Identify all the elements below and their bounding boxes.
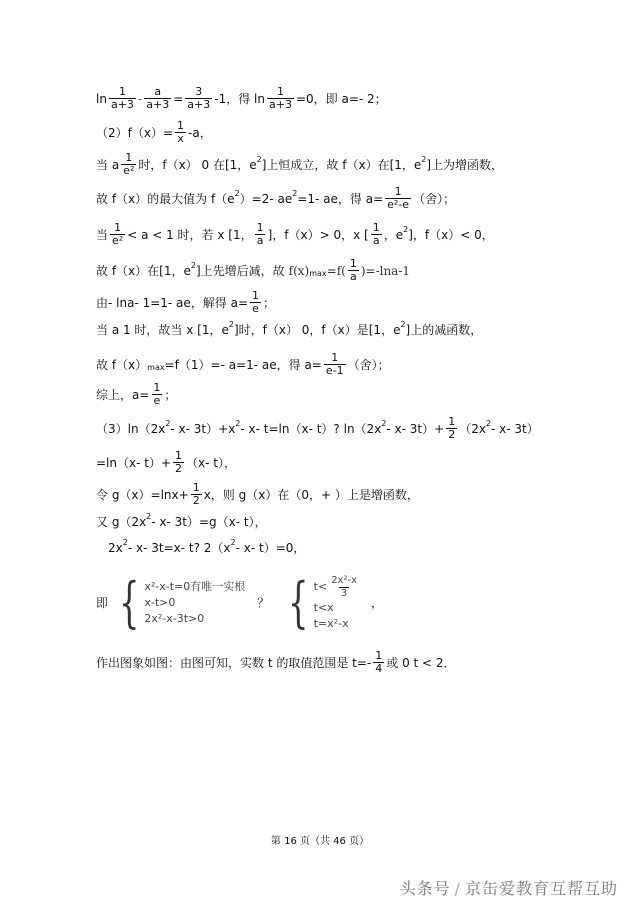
fraction: $\frac{1}{a}$ [349,257,357,283]
solution-line-10 [96,382,620,407]
text: =1- ae，得 a= [297,191,384,206]
text: ]，f（x）< 0， [408,227,494,242]
text: =f（1）=- a=1- ae，得 a= [164,357,322,372]
text: ln [96,91,107,106]
fraction: $\frac{1}{\text{e²-e}}$ [387,185,410,211]
solution-line-7 [96,290,620,315]
text: 即 [96,596,109,610]
text: - x- 3t=x- t? 2（x [127,541,231,555]
solution-line-3: 当 a $\frac{1}{\text{e²}}$ 时，f（x） 0 在[1，e 2 ]上恒成立，故 f（x）在[1，e 2 ]上为增函数， [96,151,504,177]
text: ）=2- ae [239,191,293,206]
text: - [137,91,143,106]
text: x，则 g（x）在（0，+ ）上是增函数， [203,487,419,502]
text: ]上的减函数， [405,323,483,337]
solution-line-5: 当 $\frac{1}{\text{e²}}$ < a < 1 时，若 x [1， $\frac{1}{a}$ ]，f（x）> 0，x [ $\frac{1}{a}$ ，e 2 ]，f（x）< 0， [96,221,494,247]
solution-line-8: 当 a 1 时，故当 x [1，e 2 ]时，f（x） 0，f（x）是[1，e 2 ]上的减函数， [96,320,483,337]
solution-line-14: 又 g（2x 2 - x- 3t）=g（x- t）， [96,512,267,529]
text: 由- lna- 1=1- ae，解得 a= [96,295,249,310]
solution-line-12 [96,450,620,475]
text: -a， [188,125,212,140]
text: - x- t=ln（x- t）? ln（2x [240,421,382,436]
text: （舍）； [347,357,390,372]
text: - x- 3t）+x [170,421,236,436]
brace: { [118,571,140,634]
text: ； [164,387,177,402]
fraction: $\frac{a}{a+3}$ [146,85,170,111]
solution-line-2 [96,120,620,145]
text: 当 a 1 时，故当 x [1，e [96,323,229,337]
equation-system-1 [112,571,246,634]
text: )=-lna-1 [360,263,411,278]
text: -1，得 ln [214,91,265,106]
text: （舍）； [413,191,456,206]
watermark: 头条号 / 京缶爱教育互帮互助 [399,879,618,898]
equation-system-2 [281,571,361,634]
text: = [173,91,184,106]
text: ]上恒成立，故 f（x）在[1，e [261,157,422,172]
text: =0，即 a=- 2； [295,91,387,106]
text: 又 g（2x [96,515,147,529]
system-row: t<x [313,600,334,614]
fraction: $\frac{1}{\text{e²}}$ [123,151,135,177]
system-row: x²-x-t=0有唯一实根 [144,580,246,593]
fraction: $\frac{1}{a}$ [256,221,264,247]
solution-line-6: 故 f（x）在[1，e 2 ]上先增后减，故 f(x) max =f( $\frac{1}{a}$ )=-lna-1 [96,257,411,283]
text: 故 f（x）的最大值为 f（e [96,191,235,206]
text: （2x [459,421,486,436]
text: ]上先增后减，故 [195,263,285,278]
text: =ln（x- t）+ [96,455,172,470]
text: - x- 3t）=g（x- t）， [151,515,267,529]
fraction: $\frac{1}{2}$ [192,481,200,507]
text: f(x) [288,263,310,278]
fraction: $\frac{1}{2}$ [448,415,456,441]
system-row: t< $\frac{\text{2x²-x}}{3}$ [313,574,358,599]
text: < a < 1 时，若 x [1， [127,227,253,242]
text: 或 0 t < 2． [386,655,456,670]
fraction: $\frac{1}{4}$ [375,649,383,675]
fraction: $\frac{1}{e-1}$ [325,351,344,377]
text: （2）f（x）= [96,125,174,140]
solution-line-1 [96,86,620,111]
text: ，e [383,227,404,242]
text: 故 f（x） [96,357,148,372]
text: 令 g（x）=lnx+ [96,487,189,502]
solution-line-4: 故 f（x）的最大值为 f（e 2 ）=2- ae 2 =1- ae，得 a= $\frac{1}{\text{e²-e}}$ （舍）； [96,185,456,211]
text: ？ [257,596,270,610]
fraction: $\frac{1}{e}$ [153,381,161,407]
text: ]，f（x）> 0，x [ [267,227,369,242]
solution-line-11: （3）ln（2x 2 - x- 3t）+x 2 - x- t=ln（x- t）? ln（2x 2 - x- 3t）+ $\frac{1}{2}$ （2x 2 - x- 3t） [96,415,539,441]
system-row: 2x²-x-3t>0 [144,612,205,625]
fraction: $\frac{1}{\text{e²}}$ [112,221,124,247]
fraction: $\frac{1}{a+3}$ [110,85,134,111]
text: 当 a [96,157,120,172]
fraction: $\frac{1}{a}$ [372,221,380,247]
fraction: $\frac{\text{2x²-x}}{3}$ [331,574,358,599]
text: 综上，a= [96,387,150,402]
fraction: $\frac{1}{2}$ [175,449,183,475]
text: ]上为增函数， [426,157,504,172]
solution-line-9: 故 f（x） max =f（1）=- a=1- ae，得 a= $\frac{1}{e-1}$ （舍）； [96,351,390,377]
text: 时，f（x） 0 在[1，e [138,157,257,172]
text: =f( [326,263,346,278]
text: - x- t）=0， [235,541,306,555]
text: - x- 3t）+ [386,421,445,436]
solution-line-17 [96,650,620,675]
fraction: $\frac{1}{x}$ [177,119,185,145]
solution-line-16 [96,572,620,634]
solution-line-13 [96,482,620,507]
text: 作出图象如图：由图可知，实数 t 的取值范围是 t=- [96,655,372,670]
text: 2x [108,541,123,555]
text: ， [371,596,384,610]
solution-line-15: 2x 2 - x- 3t=x- t? 2（x 2 - x- t）=0， [108,538,306,555]
text: - x- 3t） [491,421,539,436]
page-footer: 第 16 页（共 46 页） [270,836,370,847]
fraction: $\frac{1}{a+3}$ [269,85,292,111]
fraction: $\frac{1}{e}$ [252,289,260,315]
text: 故 f（x）在[1，e [96,263,191,278]
system-row: x-t>0 [144,596,176,609]
text: （3）ln（2x [96,421,166,436]
brace: { [288,571,309,634]
fraction: $\frac{3}{a+3}$ [187,85,211,111]
system-row: t=x²-x [313,616,349,630]
text: ； [263,295,276,310]
text: ]时，f（x） 0，f（x）是[1，e [233,323,401,337]
text: （x- t）， [186,455,236,470]
text: 当 [96,227,109,242]
